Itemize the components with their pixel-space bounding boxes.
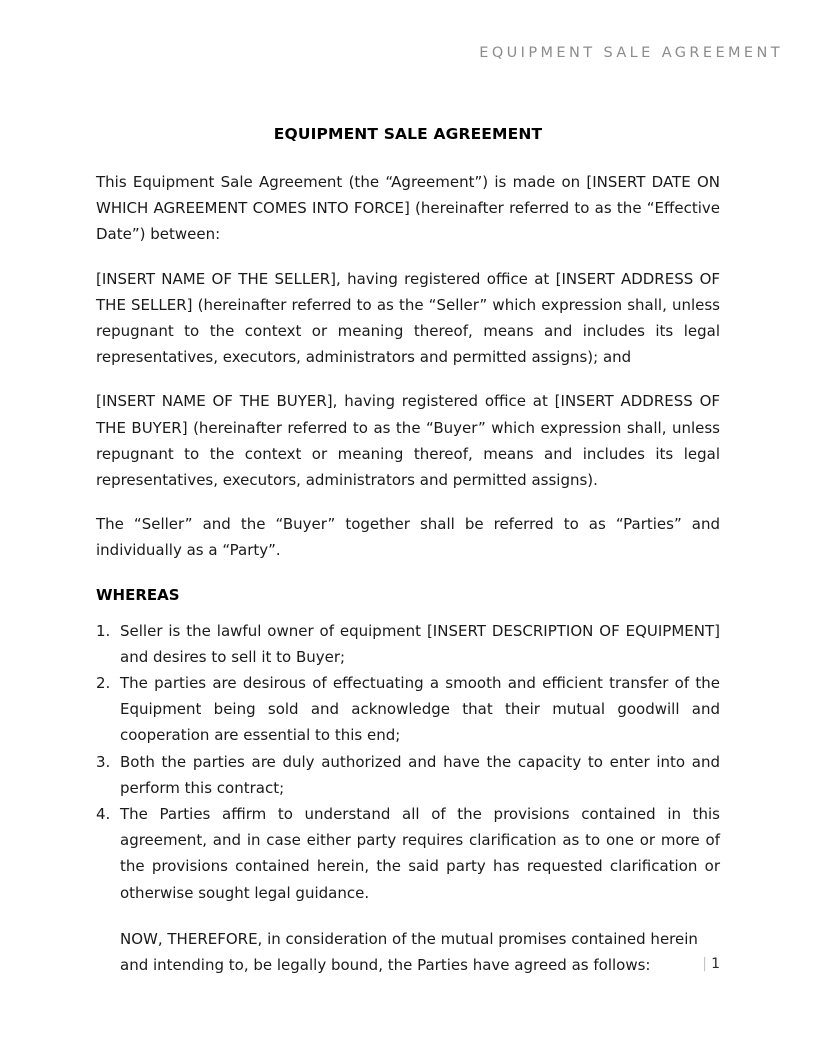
paragraph-agreement-intro: This Equipment Sale Agreement (the “Agreement”) is made on [INSERT DATE ON WHICH AGREEMENT COMES INTO FORCE] (hereinafter referred to as the “Effective Date”) between: (96, 172, 720, 244)
running-header-title: EQUIPMENT SALE AGREEMENT (479, 45, 783, 61)
page-title: EQUIPMENT SALE AGREEMENT (273, 125, 543, 143)
paragraph-seller-details: [INSERT NAME OF THE SELLER], having registered office at [INSERT ADDRESS OF THE SELLER] (hereinafter referred to as the “Seller” which expression shall, unless repugnant to the context or meaning thereof, means and includes its legal representatives, executors, administrators and permitted assigns); and (96, 269, 720, 367)
list-item (120, 670, 720, 749)
recital-text: Seller is the lawful owner of equipment [INSERT DESCRIPTION OF EQUIPMENT] and desires to sell it to Buyer; (120, 621, 720, 666)
footer-page-number: 1 (711, 956, 720, 972)
recitals-list (96, 618, 720, 906)
recital-text: The Parties affirm to understand all of the provisions contained in this agreement, and in case either party requires clarification as to one or more of the provisions contained herein, the said party has requested clarification or otherwise sought legal guidance. (120, 804, 720, 902)
list-item (120, 618, 720, 670)
paragraph-buyer-details: [INSERT NAME OF THE BUYER], having registered office at [INSERT ADDRESS OF THE BUYER] (hereinafter referred to as the “Buyer” which expression shall, unless repugnant to the context or meaning thereof, means and includes its legal representatives, executors, administrators and permitted assigns). (96, 392, 720, 489)
page-footer (96, 954, 720, 974)
section-heading-whereas: WHEREAS (96, 585, 180, 604)
list-item (120, 801, 720, 906)
paragraph-now-therefore: NOW, THEREFORE, in consideration of the mutual promises contained herein and intending to, be legally bound, the Parties have agreed as follows: (120, 929, 698, 974)
paragraph-parties-definition: The “Seller” and the “Buyer” together shall be referred to as “Parties” and individually as a “Party”. (96, 515, 720, 560)
document-body (96, 124, 720, 978)
recital-text: Both the parties are duly authorized and have the capacity to enter into and perform this contract; (120, 752, 720, 797)
footer-separator: | (702, 956, 708, 972)
list-item (120, 749, 720, 801)
recital-text: The parties are desirous of effectuating a smooth and efficient transfer of the Equipment being sold and acknowledge that their mutual goodwill and cooperation are essential to this end; (120, 673, 720, 745)
